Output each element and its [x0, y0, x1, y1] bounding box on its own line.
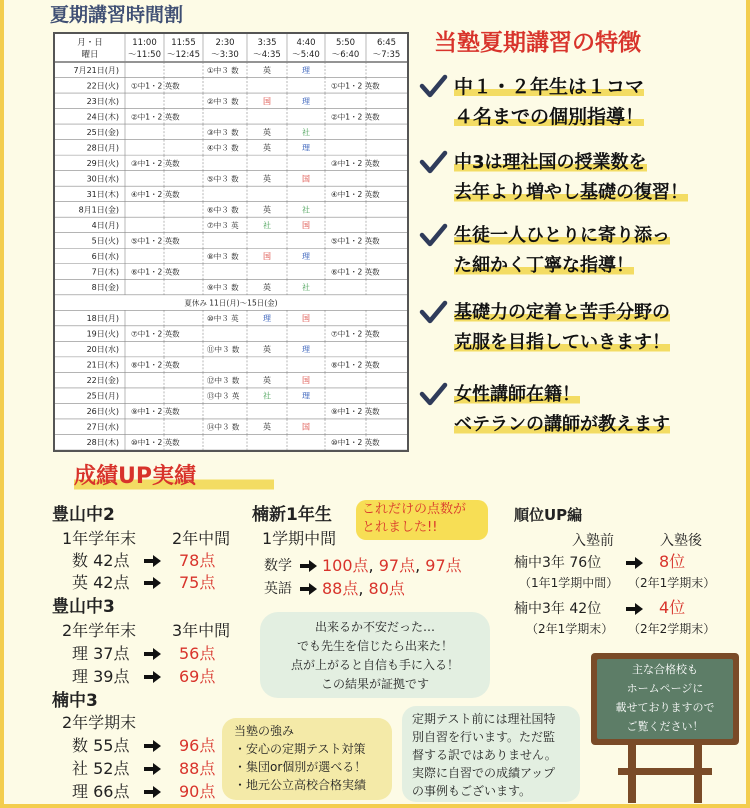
lesson-cell: ⑥中1・2 英数	[331, 267, 380, 277]
results-title: 成績UP実績	[74, 462, 274, 492]
subject: 理	[72, 667, 89, 686]
row-date: 8月1日(金)	[78, 205, 119, 215]
term-from: 2年学期末	[62, 713, 137, 732]
subject-cell: 英	[263, 65, 271, 75]
row-date: 29日(火)	[86, 158, 119, 168]
english-scores: 88点, 80点	[322, 579, 405, 598]
subject-cell: 英	[263, 127, 271, 137]
timetable-title: 夏期講習時間割	[50, 4, 184, 26]
testimonial-line: でも先生を信じたら出来た！	[296, 639, 453, 653]
subject-cell: 理	[263, 314, 271, 324]
rank-after: 8位	[659, 552, 686, 571]
subject-cell: 国	[302, 220, 310, 230]
rank-school: 楠中3年 76位	[514, 555, 602, 571]
subject-cell: 国	[302, 314, 310, 324]
lesson-cell: ⑨中３ 数	[207, 283, 239, 293]
lesson-cell: ②中1・2 英数	[331, 112, 380, 122]
subject: 理	[72, 782, 89, 801]
row-date: 7月21日(月)	[73, 65, 119, 75]
arrow-right-icon	[144, 671, 161, 683]
math-label: 数学	[264, 558, 292, 574]
lesson-cell: ⑬中３ 英	[207, 391, 240, 401]
rank-before-note: （2年1学期末）	[526, 622, 614, 636]
feature-line: ベテランの講師が教えます	[454, 414, 670, 435]
subject-cell: 理	[302, 96, 310, 106]
arrow-right-icon	[626, 603, 643, 615]
testimonial-bubble	[260, 612, 490, 698]
strengths-bubble	[222, 718, 392, 800]
subject-cell: 理	[302, 391, 310, 401]
timetable-header: 11:00	[132, 38, 157, 48]
arrow-right-icon	[626, 557, 643, 569]
check-icon	[418, 223, 448, 249]
row-date: 19日(火)	[86, 329, 119, 339]
score-after: 88点	[322, 579, 359, 598]
score-after: 56点	[179, 644, 216, 663]
timetable-header: 11:55	[171, 38, 196, 48]
subject-cell: 理	[302, 65, 310, 75]
lesson-cell: ④中３ 数	[207, 143, 239, 153]
score-before: 39点	[93, 667, 130, 686]
lesson-cell: ①中1・2 英数	[131, 81, 180, 91]
row-date: 22日(火)	[86, 81, 119, 91]
lesson-cell: ⑩中1・2 英数	[131, 438, 180, 448]
arrow-right-icon	[144, 740, 161, 752]
board-line: 主な合格校も	[632, 663, 698, 676]
row-date: 26日(火)	[86, 407, 119, 417]
feature-line: 基礎力の定着と苦手分野の	[454, 302, 670, 323]
strength-item: ・安心の定期テスト対策	[234, 742, 366, 756]
score-row	[72, 758, 129, 780]
timetable-header: ～11:50	[128, 50, 161, 60]
subject-cell: 国	[263, 252, 271, 261]
row-date: 20日(水)	[86, 345, 119, 355]
feature-line: 克服を目指していきます！	[454, 332, 670, 353]
timetable-header: 曜日	[81, 50, 99, 60]
subject-cell: 社	[263, 220, 271, 230]
testimonial-line: この結果が証拠です	[320, 677, 429, 691]
feature-line: 中１・２年生は１コマ	[454, 76, 645, 98]
check-icon	[418, 300, 448, 326]
score-after: 69点	[179, 667, 216, 686]
score-after: 100点	[322, 556, 369, 575]
rank-school: 楠中3年 42位	[514, 601, 602, 617]
subject-cell: 社	[302, 283, 310, 293]
score-row	[72, 666, 129, 688]
timetable	[53, 32, 409, 452]
subject-cell: 社	[302, 127, 310, 137]
board-line: ご覧ください！	[626, 720, 704, 733]
testimonial-line: 点が上がると自信も手に入る！	[290, 658, 459, 672]
subject-cell: 国	[263, 96, 271, 106]
lesson-cell: ⑩中1・2 英数	[331, 438, 380, 448]
score-after: 97点	[378, 556, 416, 575]
math-scores: 100点, 97点, 97点	[322, 556, 462, 575]
subject-cell: 理	[302, 143, 310, 153]
score-before: 37点	[93, 644, 130, 663]
note-bubble	[356, 500, 488, 540]
lesson-cell: ①中３ 数	[207, 65, 239, 75]
lesson-cell: ⑩中３ 英	[207, 314, 239, 324]
board-line: ホームページに	[626, 682, 704, 695]
arrow-right-icon	[144, 555, 161, 567]
arrow-right-icon	[300, 560, 317, 572]
score-row	[72, 572, 129, 594]
arrow-right-icon	[144, 577, 161, 589]
strength-item: ・地元公立高校合格実績	[234, 778, 367, 792]
row-date: 31日(木)	[86, 189, 119, 199]
subject-cell: 社	[302, 205, 310, 215]
term-label: 1学期中間	[262, 529, 337, 548]
score-after: 75点	[179, 573, 216, 592]
lesson-cell: ⑧中1・2 英数	[331, 360, 380, 370]
row-date: 25日(金)	[86, 127, 119, 137]
lesson-cell: ⑧中1・2 英数	[131, 360, 180, 370]
strength-item: ・集団or個別が選べる！	[234, 760, 367, 774]
timetable-header: 2:30	[215, 38, 235, 48]
lesson-cell: ⑤中1・2 英数	[331, 236, 380, 246]
score-after: 96点	[179, 736, 216, 755]
score-row	[72, 643, 129, 665]
timetable-header: 5:50	[335, 38, 356, 48]
term-to: 2年中間	[172, 529, 231, 548]
score-after: 97点	[425, 556, 462, 575]
timetable-header: ～12:45	[167, 50, 200, 60]
rank-after-note: （2年2学期末）	[628, 622, 716, 636]
blackboard	[588, 650, 742, 804]
rank-after-note: （2年1学期末）	[628, 576, 716, 590]
row-date: 7日(木)	[91, 267, 119, 277]
subject-cell: 英	[263, 174, 271, 184]
lesson-cell: ④中1・2 英数	[131, 189, 180, 199]
score-before: 42点	[93, 573, 130, 592]
term-to: 3年中間	[172, 621, 231, 640]
score-before: 55点	[93, 736, 130, 755]
self-study-bubble	[402, 706, 580, 802]
lesson-cell: ⑫中３ 数	[207, 376, 240, 386]
subject-cell: 英	[263, 283, 271, 293]
lesson-cell: ⑦中1・2 英数	[331, 329, 380, 339]
row-date: 27日(水)	[86, 422, 119, 432]
score-row	[72, 735, 129, 757]
holiday-row: 夏休み 11日(月)～15日(金)	[184, 298, 278, 308]
check-icon	[418, 382, 448, 408]
subject-cell: 国	[302, 422, 310, 432]
score-after: 80点	[368, 579, 405, 598]
lesson-cell: ②中1・2 英数	[131, 112, 180, 122]
subject-cell: 英	[263, 205, 271, 215]
lesson-cell: ③中1・2 英数	[331, 158, 380, 168]
term-from: 2年学年末	[62, 621, 137, 640]
lesson-cell: ③中1・2 英数	[131, 158, 180, 168]
self-study-line: 督する訳ではありません。	[412, 748, 557, 762]
rank-title: 順位UP編	[514, 506, 583, 524]
subject-cell: 理	[302, 345, 310, 355]
subject-cell: 国	[302, 174, 310, 184]
arrow-right-icon	[144, 786, 161, 798]
subject-cell: 英	[263, 422, 271, 432]
subject: 社	[72, 759, 89, 778]
row-date: 28日(木)	[86, 438, 119, 448]
school-name: 豊山中3	[52, 597, 115, 617]
timetable-header: 月・日	[77, 38, 103, 48]
row-date: 4日(月)	[91, 220, 119, 230]
lesson-cell: ⑥中３ 数	[207, 205, 239, 215]
rank-before-label: 入塾前	[572, 533, 614, 549]
rank-before: 76位	[569, 555, 602, 571]
timetable-header: 3:35	[257, 38, 277, 48]
self-study-line: 別自習を行います。ただ監	[412, 730, 556, 744]
feature-line: た細かく丁寧な指導！	[454, 255, 634, 276]
school-name: 楠新1年生	[252, 505, 332, 525]
lesson-cell: ⑦中３ 英	[207, 220, 239, 230]
check-icon	[418, 150, 448, 176]
testimonial-line: 出来るか不安だった…	[314, 620, 435, 634]
feature-line: 中3は理社国の授業数を	[454, 152, 647, 173]
timetable-header: ～3:30	[211, 50, 239, 60]
subject: 理	[72, 644, 89, 663]
row-date: 24日(木)	[86, 112, 119, 122]
subject: 数	[72, 551, 89, 570]
row-date: 25日(月)	[86, 391, 119, 401]
lesson-cell: ③中３ 数	[207, 127, 239, 137]
arrow-right-icon	[144, 763, 161, 775]
row-date: 22日(金)	[86, 376, 119, 386]
school-name: 豊山中2	[52, 505, 115, 525]
score-before: 66点	[93, 782, 130, 801]
score-row	[72, 550, 129, 572]
score-after: 90点	[179, 782, 216, 801]
subject-cell: 理	[302, 252, 310, 261]
school-name: 楠中3	[52, 691, 98, 711]
row-date: 28日(月)	[86, 143, 119, 153]
subject-cell: 社	[263, 391, 271, 401]
timetable-grid	[55, 34, 407, 450]
timetable-header: 4:40	[296, 38, 316, 48]
score-after: 88点	[179, 759, 216, 778]
subject-cell: 英	[263, 345, 271, 355]
row-date: 21日(木)	[86, 360, 119, 370]
lesson-cell: ①中1・2 英数	[331, 81, 380, 91]
score-before: 42点	[93, 551, 130, 570]
lesson-cell: ④中1・2 英数	[331, 189, 380, 199]
score-row	[72, 781, 129, 803]
arrow-right-icon	[144, 648, 161, 660]
lesson-cell: ②中３ 数	[207, 96, 239, 106]
feature-line: 生徒一人ひとりに寄り添っ	[454, 225, 670, 246]
feature-line: 去年より増やし基礎の復習！	[454, 182, 688, 203]
lesson-cell: ⑤中３ 数	[207, 174, 239, 184]
timetable-header: ～7:35	[372, 50, 401, 60]
subject-cell: 英	[263, 376, 271, 386]
rank-before: 42位	[569, 601, 602, 617]
score-before: 52点	[93, 759, 130, 778]
strengths-title: 当塾の強み	[234, 724, 295, 738]
timetable-header: ～6:40	[331, 50, 360, 60]
row-date: 18日(月)	[86, 314, 119, 324]
self-study-line: 実際に自習での成績アップ	[412, 766, 556, 780]
note-text: これだけの点数が とれました!!	[362, 502, 467, 535]
subject: 数	[72, 736, 89, 755]
arrow-right-icon	[300, 583, 317, 595]
board-line: 載せておりますので	[615, 701, 715, 714]
row-date: 23日(水)	[86, 96, 119, 106]
rank-after-label: 入塾後	[660, 533, 702, 549]
lesson-cell: ⑨中1・2 英数	[131, 407, 180, 417]
term-from: 1年学年末	[62, 529, 137, 548]
feature-line: 女性講師在籍！	[454, 384, 580, 405]
rank-before-note: （1年1学期中間）	[519, 576, 619, 590]
english-label: 英語	[264, 581, 292, 597]
row-date: 5日(火)	[91, 236, 119, 246]
self-study-line: 定期テスト前には理社国特	[412, 712, 556, 726]
lesson-cell: ⑧中３ 数	[207, 252, 239, 261]
timetable-header: ～4:35	[253, 50, 281, 60]
score-after: 78点	[179, 551, 216, 570]
row-date: 30日(水)	[86, 174, 119, 184]
feature-line: ４名までの個別指導！	[454, 106, 645, 128]
rank-after: 4位	[659, 598, 686, 617]
check-icon	[418, 74, 448, 100]
row-date: 6日(水)	[91, 252, 119, 261]
timetable-header: ～5:40	[292, 50, 320, 60]
self-study-line: の事例もございます。	[412, 784, 532, 798]
subject-cell: 英	[263, 143, 271, 153]
lesson-cell: ⑨中1・2 英数	[331, 407, 380, 417]
features-title: 当塾夏期講習の特徴	[434, 30, 641, 56]
lesson-cell: ⑭中３ 数	[207, 422, 240, 432]
timetable-header: 6:45	[376, 38, 397, 48]
subject: 英	[72, 573, 89, 592]
lesson-cell: ⑪中３ 数	[207, 345, 240, 355]
lesson-cell: ⑤中1・2 英数	[131, 236, 180, 246]
row-date: 8日(金)	[91, 283, 119, 293]
lesson-cell: ⑥中1・2 英数	[131, 267, 180, 277]
lesson-cell: ⑦中1・2 英数	[131, 329, 180, 339]
subject-cell: 国	[302, 376, 310, 386]
